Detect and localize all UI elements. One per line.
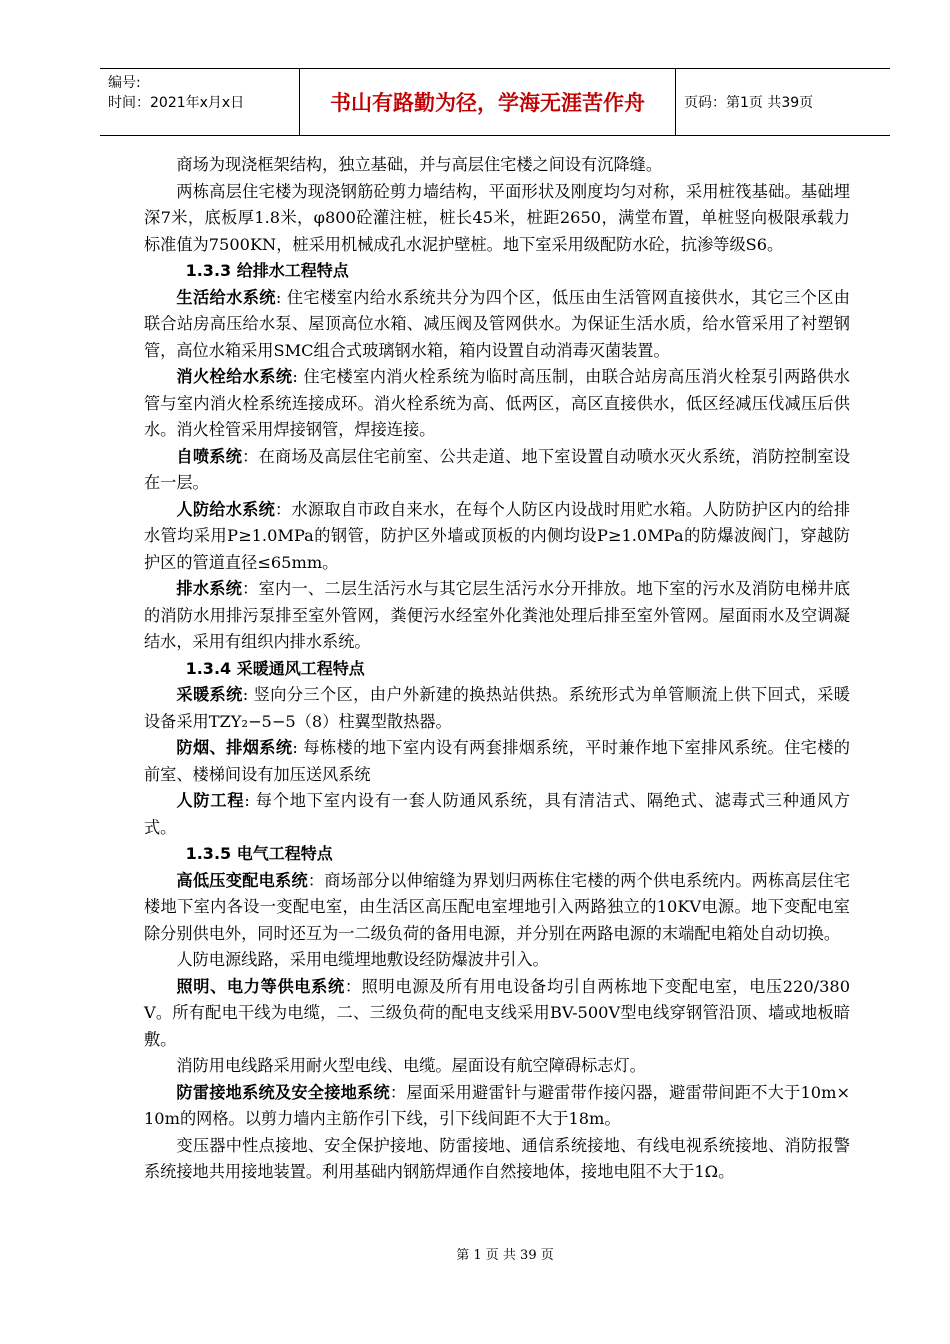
paragraph-lead: 人防给水系统 — [176, 499, 276, 519]
paragraph-text: : 每栋楼的地下室内设有两套排烟系统，平时兼作地下室排风系统。住宅楼的前室、楼梯间设有加压送风系统 — [144, 738, 850, 784]
paragraph-text: ：水源取自市政自来水，在每个人防区内设战时用贮水箱。人防防护区内的给排水管均采用P≥1.0MPa的钢管，防护区外墙或顶板的内侧均设P≥1.0MPa的防爆波阀门，穿越防护区的管道直径≤65mm。 — [144, 499, 851, 572]
paragraph-lead: 防雷接地系统及安全接地系统 — [176, 1082, 390, 1102]
paragraph-text: : 竖向分三个区，由户外新建的换热站供热。系统形式为单管顺流上供下回式，采暖设备采用TZY₂−5−5（8）柱翼型散热器。 — [144, 685, 850, 731]
number-label: 编号: — [108, 75, 141, 91]
paragraph-text: : 住宅楼室内消火栓系统为临时高压制，由联合站房高压消火栓泵引两路供水管与室内消火栓系统连接成环。消火栓系统为高、低两区，高区直接供水，低区经减压伐减压后供水。消火栓管采用焊接钢管，焊接连接。 — [144, 367, 850, 439]
paragraph-text: ：商场部分以伸缩缝为界划归两栋住宅楼的两个供电系统内。两栋高层住宅楼地下室内各设一变配电室，由生活区高压配电室埋地引入两路独立的10KV电源。地下变配电室除分别供电外，同时还互为一二级负荷的备用电源，并分别在两路电源的末端配电箱处自动切换。 — [144, 870, 850, 943]
section-heading: 1.3.4 采暖通风工程特点 — [185, 658, 365, 678]
body-paragraph — [144, 444, 850, 497]
body-paragraph — [144, 868, 850, 948]
paragraph-lead: 排水系统 — [176, 579, 243, 598]
page-footer: 第 1 页 共 39 页 — [456, 1248, 554, 1263]
body-paragraph — [144, 788, 850, 841]
body-paragraph: 两栋高层住宅楼为现浇钢筋砼剪力墙结构，平面形状及刚度均匀对称，采用桩筏基础。基础埋深7米，底板厚1.8米，φ800砼灌注桩，桩长45米，桩距2650，满堂布置，单桩竖向极限承载力标准值为7500KN，桩采用机械成孔水泥护壁桩。地下室采用级配防水砼，抗渗等级S6。 — [144, 181, 850, 254]
body-paragraph: 消防用电线路采用耐火型电线、电缆。屋面设有航空障碍标志灯。 — [176, 1056, 646, 1075]
paragraph-lead: 消火栓给水系统 — [176, 367, 293, 386]
section-heading: 1.3.3 给排水工程特点 — [185, 261, 349, 280]
page-header — [100, 68, 890, 136]
paragraph-lead: 自喷系统 — [176, 446, 243, 466]
paragraph-text: : 每个地下室内设有一套人防通风系统，具有清洁式、隔绝式、滤毒式三种通风方式。 — [144, 791, 850, 837]
header-page-info: 页码：第1页 共39页 — [684, 95, 814, 111]
time-label: 时间：2021年x月x日 — [108, 95, 245, 111]
paragraph-text: ：在商场及高层住宅前室、公共走道、地下室设置自动喷水灭火系统，消防控制室设在一层。 — [144, 446, 851, 492]
paragraph-text: : 住宅楼室内给水系统共分为四个区，低压由生活管网直接供水，其它三个区由联合站房高压给水泵、屋顶高位水箱、减压阀及管网供水。为保证生活水质，给水管采用了衬塑钢管，高位水箱采用SMC组合式玻璃钢水箱，箱内设置自动消毒灭菌装置。 — [144, 287, 850, 360]
body-paragraph — [144, 1080, 850, 1133]
body-paragraph — [144, 285, 850, 365]
body-paragraph — [144, 974, 850, 1054]
body-paragraph — [144, 576, 850, 656]
body-paragraph — [144, 735, 850, 788]
paragraph-lead: 生活给水系统 — [176, 287, 276, 307]
body-paragraph: 变压器中性点接地、安全保护接地、防雷接地、通信系统接地、有线电视系统接地、消防报警系统接地共用接地装置。利用基础内钢筋焊通作自然接地体，接地电阻不大于1Ω。 — [144, 1135, 850, 1181]
header-motto: 书山有路勤为径，学海无涯苦作舟 — [300, 69, 676, 135]
paragraph-lead: 高低压变配电系统 — [176, 870, 308, 890]
body-paragraph — [144, 364, 850, 444]
body-paragraph — [144, 497, 850, 577]
paragraph-lead: 照明、电力等供电系统 — [176, 976, 345, 996]
paragraph-text: ：照明电源及所有用电设备均引自两栋地下变配电室，电压220/380V。所有配电干线为电缆，二、三级负荷的配电支线采用BV-500V型电线穿钢管沿顶、墙或地板暗敷。 — [144, 976, 851, 1049]
document-body — [144, 152, 850, 1186]
body-paragraph — [144, 682, 850, 735]
paragraph-text: ：屋面采用避雷针与避雷带作接闪器，避雷带间距不大于10m×10m的网格。以剪力墙内主筋作引下线，引下线间距不大于18m。 — [144, 1082, 851, 1128]
paragraph-lead: 防烟、排烟系统 — [176, 738, 293, 757]
paragraph-lead: 采暖系统 — [176, 685, 243, 704]
paragraph-text: ：室内一、二层生活污水与其它层生活污水分开排放。地下室的污水及消防电梯井底的消防水用排污泵排至室外管网，粪便污水经室外化粪池处理后排至室外管网。屋面雨水及空调凝结水，采用有组织内排水系统。 — [144, 579, 851, 651]
body-paragraph: 人防电源线路，采用电缆埋地敷设经防爆波井引入。 — [176, 950, 549, 969]
header-meta — [100, 69, 300, 135]
paragraph-lead: 人防工程 — [176, 791, 245, 810]
section-heading: 1.3.5 电气工程特点 — [185, 844, 333, 863]
body-paragraph: 商场为现浇框架结构，独立基础，并与高层住宅楼之间设有沉降缝。 — [176, 155, 663, 174]
